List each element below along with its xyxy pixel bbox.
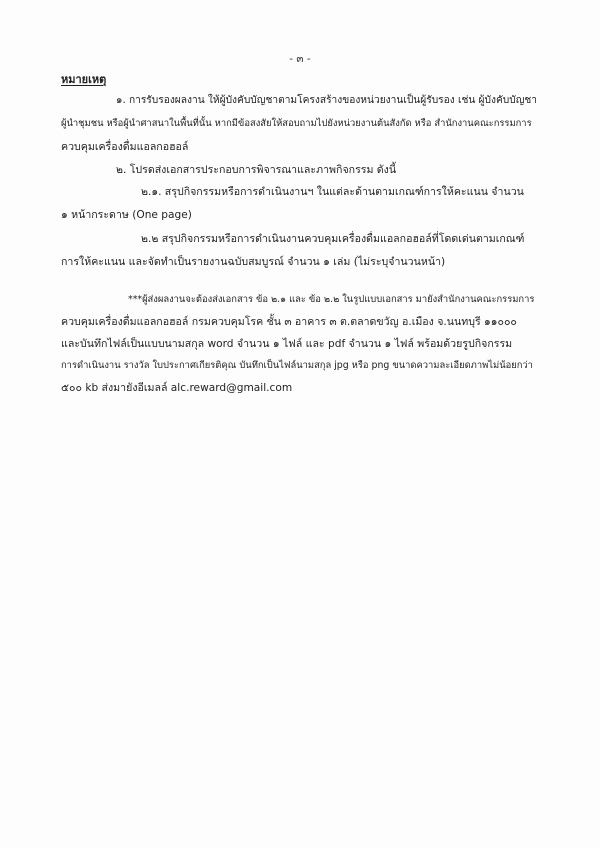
submission-line-2: ควบคุมเครื่องดื่มแอลกอฮอล์ กรมควบคุมโรค ชั้น ๓ อาคาร ๓ ต.ตลาดขวัญ อ.เมือง จ.นนทบุรี ๑๑๐๐๐ bbox=[61, 316, 517, 328]
note-2-1-line-2: ๑ หน้ากระดาษ (One page) bbox=[61, 209, 192, 221]
submission-line-1: ***ผู้ส่งผลงานจะต้องส่งเอกสาร ข้อ ๒.๑ และ ข้อ ๒.๒ ในรูปแบบเอกสาร มายังสำนักงานคณะกรรมการ bbox=[128, 294, 535, 305]
page-number: - ๓ - bbox=[289, 53, 311, 65]
note-2-2-line-1: ๒.๒ สรุปกิจกรรมหรือการดำเนินงานควบคุมเครื่องดื่มแอลกอฮอล์ที่โดดเด่นตามเกณฑ์ bbox=[141, 233, 525, 245]
submission-line-4: การดำเนินงาน รางวัล ใบประกาศเกียรติคุณ บันทึกเป็นไฟล์นามสกุล jpg หรือ png ขนาดความละเอียดภาพไม่น้อยกว่า bbox=[61, 360, 533, 371]
submission-line-3: และบันทึกไฟล์เป็นแบบนามสกุล word จำนวน ๑ ไฟล์ และ pdf จำนวน ๑ ไฟล์ พร้อมด้วยรูปกิจกรรม bbox=[61, 338, 513, 350]
note-2-1-line-1: ๒.๑. สรุปกิจกรรมหรือการดำเนินงานฯ ในแต่ละด้านตามเกณฑ์การให้คะแนน จำนวน bbox=[141, 186, 524, 198]
note-1-line-1: ๑. การรับรองผลงาน ให้ผู้บังคับบัญชาตามโครงสร้างของหน่วยงานเป็นผู้รับรอง เช่น ผู้บังคับบัญชา bbox=[116, 95, 538, 106]
submission-line-5: ๕๐๐ kb ส่งมายังอีเมลล์ alc.reward@gmail.com bbox=[61, 382, 293, 394]
note-2-line-1: ๒. โปรดส่งเอกสารประกอบการพิจารณาและภาพกิจกรรม ดังนี้ bbox=[116, 164, 397, 176]
notes-heading: หมายเหตุ bbox=[61, 73, 107, 86]
note-1-line-2: ผู้นำชุมชน หรือผู้นำศาสนาในพื้นที่นั้น หากมีข้อสงสัยให้สอบถามไปยังหน่วยงานต้นสังกัด หรือ สำนักงานคณะกรรมการ bbox=[61, 118, 532, 129]
note-2-2-line-2: การให้คะแนน และจัดทำเป็นรายงานฉบับสมบูรณ์ จำนวน ๑ เล่ม (ไม่ระบุจำนวนหน้า) bbox=[61, 256, 446, 268]
note-1-line-3: ควบคุมเครื่องดื่มแอลกอฮอล์ bbox=[61, 141, 189, 153]
